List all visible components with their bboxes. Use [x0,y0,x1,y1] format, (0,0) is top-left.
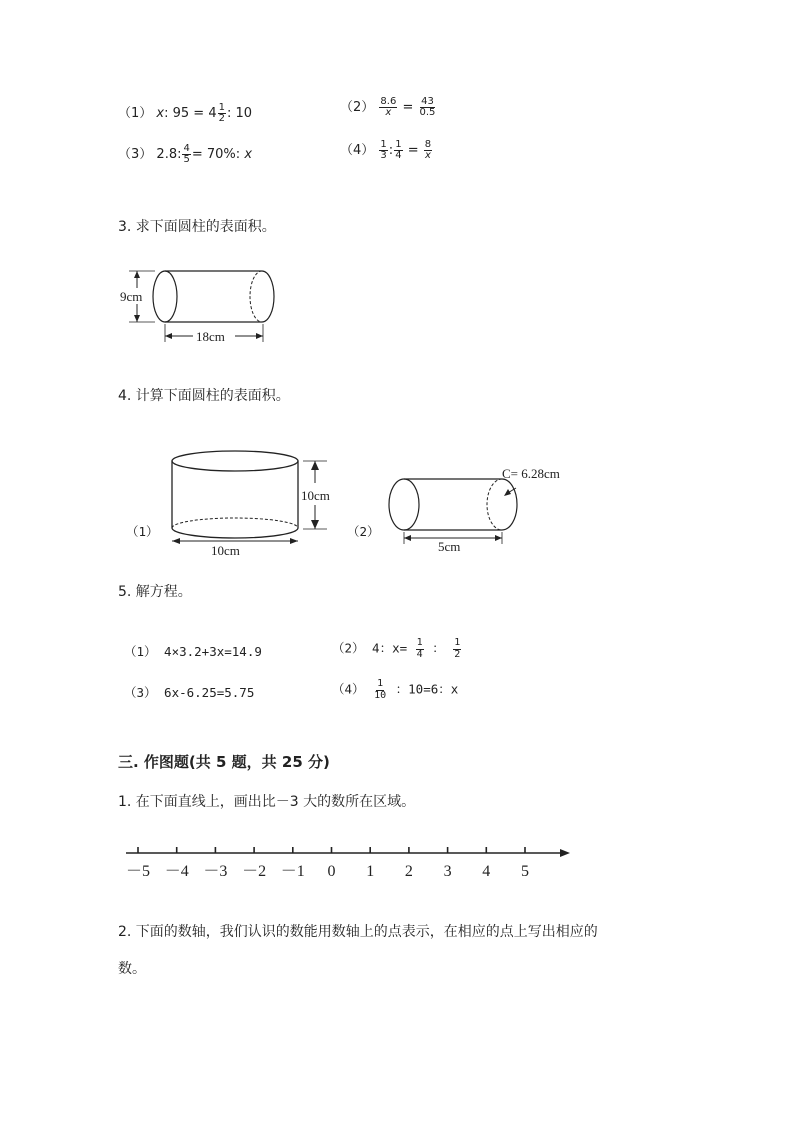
proportion-2 [340,96,437,119]
figure-1-label: （1） [126,524,159,539]
variable: x [156,106,165,121]
number-line-label: 5 [521,863,529,880]
question-4-title: 4. 计算下面圆柱的表面积。 [118,388,290,404]
expression: : 95 = 4 [164,106,217,121]
item-label: （3） [118,147,153,162]
fraction: $\frac{1}{4}$ [416,637,423,660]
number-line-label: 0 [327,863,336,880]
item-label: （4） [340,143,375,158]
expression: : 10 [226,106,253,121]
variable: x [244,147,253,162]
number-line-label: －1 [280,863,305,880]
height-label: 10cm [301,488,330,503]
proportion-1 [118,102,252,125]
figure-2-label: （2） [347,524,380,539]
expression: 2.8: [156,147,182,162]
number-line-label: －4 [164,863,189,880]
proportion-3 [118,143,252,166]
equation-2 [332,638,462,660]
number-line-label: 2 [404,863,413,880]
equation-text: （2） 4：x= [332,640,408,656]
number-line-label: －3 [203,863,228,880]
arrow-right-icon [560,849,570,857]
diameter-label: 10cm [211,543,240,558]
equals-sign: = [407,143,419,158]
section-heading: 三. 作图题(共 5 题，共 25 分) [118,753,330,771]
equation-text: （4） [332,681,365,697]
item-label: （1） [118,106,153,121]
question-5-title: 5. 解方程。 [118,584,192,600]
number-line-label: －5 [125,863,151,880]
circumference-label: C= 6.28cm [502,466,560,481]
fraction: $\frac{8}{x}$ [424,138,432,161]
number-line-label: 1 [366,863,375,880]
section3-question-2-line1: 2. 下面的数轴，我们认识的数能用数轴上的点表示，在相应的点上写出相应的 [118,924,598,940]
fraction: $\frac{8.6}{x}$ [380,95,397,118]
fraction: $\frac{4}{5}$ [183,142,190,165]
section3-question-1: 1. 在下面直线上，画出比－3 大的数所在区域。 [118,794,416,810]
fraction: $\frac{1}{10}$ [374,678,387,701]
cylinder-diagram-2 [165,445,345,561]
expression: = 70%: [191,147,241,162]
fraction: $\frac{1}{2}$ [454,637,461,660]
equals-sign: = [402,100,414,115]
length-label: 18cm [196,329,225,344]
equation-3: （3） 6x-6.25=5.75 [124,685,255,700]
length-label: 5cm [438,539,461,554]
fraction: $\frac{1}{3}$ [380,138,387,161]
equation-4 [332,679,458,701]
number-line-label: 3 [443,863,452,880]
colon: : [388,143,394,158]
fraction: $\frac{1}{2}$ [218,101,225,124]
section3-question-2-line2: 数。 [118,961,146,977]
cylinder-diagram-3 [380,460,580,556]
number-line [120,840,580,884]
item-label: （2） [340,100,375,115]
number-line-label: 4 [482,863,491,880]
cylinder-diagram-1 [115,262,285,348]
fraction: $\frac{1}{4}$ [395,138,402,161]
equation-1: （1） 4×3.2+3x=14.9 [124,644,262,659]
number-line-label: －2 [242,863,267,880]
fraction: $\frac{43}{0.5}$ [419,95,436,118]
proportion-4 [340,139,433,162]
height-label: 9cm [120,289,143,304]
equation-text: ：10=6：x [395,681,459,697]
colon: ： [432,640,445,656]
question-3-title: 3. 求下面圆柱的表面积。 [118,219,276,235]
